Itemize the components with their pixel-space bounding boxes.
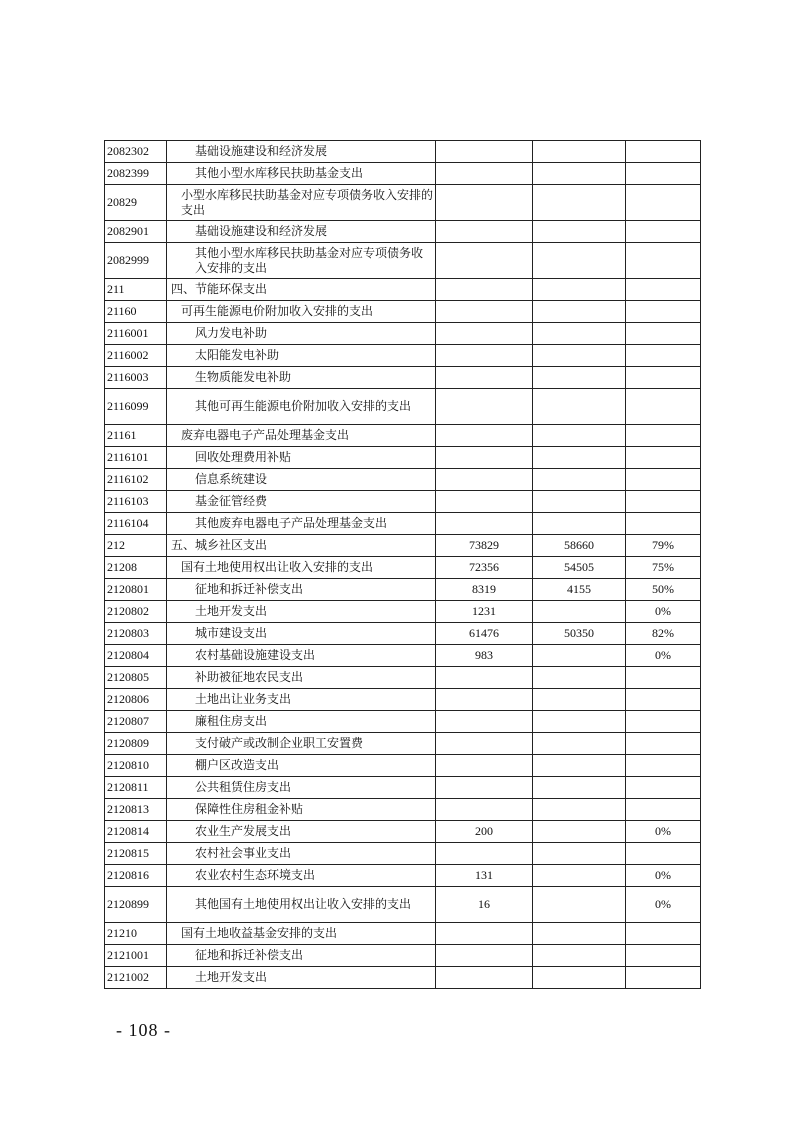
row-completion-percent xyxy=(626,843,701,865)
table-row xyxy=(105,323,701,345)
row-code: 2121001 xyxy=(105,945,167,967)
table-row xyxy=(105,689,701,711)
row-actual-value: 4155 xyxy=(533,579,626,601)
row-completion-percent xyxy=(626,689,701,711)
row-item-name: 公共租赁住房支出 xyxy=(167,777,436,799)
row-code: 212 xyxy=(105,535,167,557)
row-code: 21210 xyxy=(105,923,167,945)
row-code: 2120802 xyxy=(105,601,167,623)
row-code: 2120815 xyxy=(105,843,167,865)
row-actual-value: 58660 xyxy=(533,535,626,557)
row-item-name: 城市建设支出 xyxy=(167,623,436,645)
table-row xyxy=(105,425,701,447)
table-row xyxy=(105,513,701,535)
table-row xyxy=(105,923,701,945)
row-budget-value: 61476 xyxy=(436,623,533,645)
row-item-name: 棚户区改造支出 xyxy=(167,755,436,777)
table-row xyxy=(105,469,701,491)
row-budget-value xyxy=(436,469,533,491)
row-item-name: 补助被征地农民支出 xyxy=(167,667,436,689)
row-completion-percent xyxy=(626,733,701,755)
row-code: 2120811 xyxy=(105,777,167,799)
row-actual-value xyxy=(533,865,626,887)
row-code: 2120801 xyxy=(105,579,167,601)
row-completion-percent: 0% xyxy=(626,601,701,623)
row-code: 20829 xyxy=(105,185,167,221)
row-budget-value xyxy=(436,221,533,243)
row-item-name: 小型水库移民扶助基金对应专项债务收入安排的支出 xyxy=(167,185,436,221)
row-code: 2116003 xyxy=(105,367,167,389)
row-actual-value xyxy=(533,755,626,777)
row-completion-percent xyxy=(626,799,701,821)
row-code: 2082901 xyxy=(105,221,167,243)
row-code: 2116102 xyxy=(105,469,167,491)
row-code: 2116002 xyxy=(105,345,167,367)
table-row xyxy=(105,579,701,601)
row-actual-value xyxy=(533,513,626,535)
row-actual-value xyxy=(533,345,626,367)
table-row xyxy=(105,887,701,923)
row-item-name: 支付破产或改制企业职工安置费 xyxy=(167,733,436,755)
table-row xyxy=(105,243,701,279)
row-actual-value xyxy=(533,243,626,279)
row-completion-percent: 0% xyxy=(626,645,701,667)
row-actual-value xyxy=(533,141,626,163)
row-budget-value xyxy=(436,667,533,689)
table-row xyxy=(105,185,701,221)
row-code: 2120807 xyxy=(105,711,167,733)
row-actual-value xyxy=(533,425,626,447)
row-completion-percent xyxy=(626,923,701,945)
row-actual-value xyxy=(533,711,626,733)
row-budget-value: 16 xyxy=(436,887,533,923)
row-actual-value xyxy=(533,689,626,711)
row-completion-percent xyxy=(626,967,701,989)
table-row xyxy=(105,711,701,733)
table-row xyxy=(105,447,701,469)
row-completion-percent: 82% xyxy=(626,623,701,645)
row-item-name: 土地开发支出 xyxy=(167,967,436,989)
row-budget-value xyxy=(436,777,533,799)
row-completion-percent: 79% xyxy=(626,535,701,557)
row-budget-value xyxy=(436,323,533,345)
row-budget-value xyxy=(436,243,533,279)
row-code: 2116001 xyxy=(105,323,167,345)
row-item-name: 其他国有土地使用权出让收入安排的支出 xyxy=(167,887,436,923)
row-item-name: 其他废弃电器电子产品处理基金支出 xyxy=(167,513,436,535)
table-row xyxy=(105,367,701,389)
row-budget-value: 131 xyxy=(436,865,533,887)
row-item-name: 廉租住房支出 xyxy=(167,711,436,733)
row-code: 2121002 xyxy=(105,967,167,989)
row-code: 2120816 xyxy=(105,865,167,887)
row-completion-percent xyxy=(626,279,701,301)
row-actual-value xyxy=(533,185,626,221)
table-row xyxy=(105,865,701,887)
row-item-name: 基础设施建设和经济发展 xyxy=(167,221,436,243)
row-actual-value xyxy=(533,887,626,923)
row-budget-value: 8319 xyxy=(436,579,533,601)
budget-table-body xyxy=(105,141,701,989)
row-actual-value xyxy=(533,279,626,301)
row-completion-percent xyxy=(626,141,701,163)
row-code: 2120899 xyxy=(105,887,167,923)
row-actual-value xyxy=(533,221,626,243)
row-budget-value xyxy=(436,389,533,425)
row-code: 2120814 xyxy=(105,821,167,843)
row-completion-percent xyxy=(626,447,701,469)
row-item-name: 四、节能环保支出 xyxy=(167,279,436,301)
row-item-name: 其他小型水库移民扶助基金对应专项债务收入安排的支出 xyxy=(167,243,436,279)
row-actual-value xyxy=(533,967,626,989)
row-actual-value xyxy=(533,821,626,843)
row-budget-value xyxy=(436,367,533,389)
row-item-name: 土地出让业务支出 xyxy=(167,689,436,711)
row-code: 21161 xyxy=(105,425,167,447)
row-completion-percent xyxy=(626,301,701,323)
row-actual-value xyxy=(533,645,626,667)
row-completion-percent xyxy=(626,711,701,733)
row-budget-value: 73829 xyxy=(436,535,533,557)
row-completion-percent xyxy=(626,345,701,367)
row-budget-value: 72356 xyxy=(436,557,533,579)
row-code: 21208 xyxy=(105,557,167,579)
row-code: 2120805 xyxy=(105,667,167,689)
row-budget-value xyxy=(436,711,533,733)
table-row xyxy=(105,535,701,557)
table-row xyxy=(105,843,701,865)
row-actual-value xyxy=(533,601,626,623)
table-row xyxy=(105,623,701,645)
row-completion-percent xyxy=(626,945,701,967)
table-row xyxy=(105,557,701,579)
row-actual-value xyxy=(533,491,626,513)
row-completion-percent xyxy=(626,667,701,689)
row-item-name: 农村基础设施建设支出 xyxy=(167,645,436,667)
row-item-name: 其他可再生能源电价附加收入安排的支出 xyxy=(167,389,436,425)
row-completion-percent xyxy=(626,323,701,345)
row-actual-value xyxy=(533,367,626,389)
row-item-name: 基金征管经费 xyxy=(167,491,436,513)
row-item-name: 征地和拆迁补偿支出 xyxy=(167,945,436,967)
row-code: 2116104 xyxy=(105,513,167,535)
row-actual-value xyxy=(533,733,626,755)
row-code: 2082399 xyxy=(105,163,167,185)
row-actual-value xyxy=(533,777,626,799)
row-item-name: 国有土地收益基金安排的支出 xyxy=(167,923,436,945)
table-row xyxy=(105,755,701,777)
row-actual-value xyxy=(533,447,626,469)
row-code: 2120804 xyxy=(105,645,167,667)
row-actual-value xyxy=(533,945,626,967)
row-completion-percent: 50% xyxy=(626,579,701,601)
row-completion-percent xyxy=(626,513,701,535)
row-item-name: 废弃电器电子产品处理基金支出 xyxy=(167,425,436,447)
row-item-name: 可再生能源电价附加收入安排的支出 xyxy=(167,301,436,323)
row-budget-value xyxy=(436,425,533,447)
row-item-name: 信息系统建设 xyxy=(167,469,436,491)
row-budget-value: 1231 xyxy=(436,601,533,623)
row-item-name: 征地和拆迁补偿支出 xyxy=(167,579,436,601)
table-row xyxy=(105,821,701,843)
row-completion-percent: 75% xyxy=(626,557,701,579)
row-code: 2116101 xyxy=(105,447,167,469)
row-completion-percent xyxy=(626,425,701,447)
row-completion-percent xyxy=(626,163,701,185)
row-completion-percent xyxy=(626,243,701,279)
row-budget-value xyxy=(436,967,533,989)
row-item-name: 太阳能发电补助 xyxy=(167,345,436,367)
row-completion-percent: 0% xyxy=(626,865,701,887)
row-actual-value xyxy=(533,389,626,425)
row-item-name: 风力发电补助 xyxy=(167,323,436,345)
row-item-name: 农村社会事业支出 xyxy=(167,843,436,865)
row-actual-value xyxy=(533,301,626,323)
table-row xyxy=(105,667,701,689)
row-completion-percent xyxy=(626,367,701,389)
row-code: 211 xyxy=(105,279,167,301)
row-code: 2120813 xyxy=(105,799,167,821)
row-completion-percent xyxy=(626,777,701,799)
budget-table xyxy=(104,140,701,989)
table-row xyxy=(105,301,701,323)
row-completion-percent: 0% xyxy=(626,887,701,923)
table-row xyxy=(105,491,701,513)
row-budget-value xyxy=(436,301,533,323)
table-row xyxy=(105,601,701,623)
row-code: 2120809 xyxy=(105,733,167,755)
row-actual-value xyxy=(533,843,626,865)
row-code: 2082302 xyxy=(105,141,167,163)
row-item-name: 回收处理费用补贴 xyxy=(167,447,436,469)
table-row xyxy=(105,221,701,243)
table-row xyxy=(105,777,701,799)
table-row xyxy=(105,279,701,301)
row-budget-value xyxy=(436,755,533,777)
row-item-name: 其他小型水库移民扶助基金支出 xyxy=(167,163,436,185)
row-completion-percent xyxy=(626,221,701,243)
row-code: 2116103 xyxy=(105,491,167,513)
row-budget-value xyxy=(436,513,533,535)
row-budget-value xyxy=(436,843,533,865)
page-number: - 108 - xyxy=(116,1020,171,1040)
row-actual-value xyxy=(533,799,626,821)
row-item-name: 国有土地使用权出让收入安排的支出 xyxy=(167,557,436,579)
row-code: 2120810 xyxy=(105,755,167,777)
row-completion-percent xyxy=(626,185,701,221)
row-item-name: 农业生产发展支出 xyxy=(167,821,436,843)
row-actual-value: 54505 xyxy=(533,557,626,579)
row-budget-value xyxy=(436,799,533,821)
row-completion-percent: 0% xyxy=(626,821,701,843)
row-item-name: 五、城乡社区支出 xyxy=(167,535,436,557)
row-budget-value xyxy=(436,689,533,711)
row-budget-value: 200 xyxy=(436,821,533,843)
row-budget-value xyxy=(436,163,533,185)
row-item-name: 保障性住房租金补贴 xyxy=(167,799,436,821)
row-budget-value xyxy=(436,447,533,469)
row-budget-value xyxy=(436,345,533,367)
row-completion-percent xyxy=(626,469,701,491)
row-item-name: 生物质能发电补助 xyxy=(167,367,436,389)
row-code: 2120803 xyxy=(105,623,167,645)
row-budget-value xyxy=(436,923,533,945)
row-item-name: 基础设施建设和经济发展 xyxy=(167,141,436,163)
row-budget-value xyxy=(436,491,533,513)
row-completion-percent xyxy=(626,491,701,513)
table-row xyxy=(105,163,701,185)
row-code: 2082999 xyxy=(105,243,167,279)
table-row xyxy=(105,141,701,163)
table-row xyxy=(105,645,701,667)
row-completion-percent xyxy=(626,755,701,777)
row-code: 21160 xyxy=(105,301,167,323)
row-actual-value xyxy=(533,163,626,185)
table-row xyxy=(105,799,701,821)
row-actual-value xyxy=(533,667,626,689)
row-actual-value xyxy=(533,469,626,491)
table-row xyxy=(105,967,701,989)
row-actual-value: 50350 xyxy=(533,623,626,645)
table-row xyxy=(105,733,701,755)
row-item-name: 农业农村生态环境支出 xyxy=(167,865,436,887)
row-completion-percent xyxy=(626,389,701,425)
row-item-name: 土地开发支出 xyxy=(167,601,436,623)
row-code: 2120806 xyxy=(105,689,167,711)
row-budget-value xyxy=(436,733,533,755)
table-row xyxy=(105,945,701,967)
table-row xyxy=(105,345,701,367)
row-actual-value xyxy=(533,923,626,945)
table-row xyxy=(105,389,701,425)
row-budget-value xyxy=(436,185,533,221)
row-budget-value xyxy=(436,141,533,163)
row-code: 2116099 xyxy=(105,389,167,425)
row-budget-value xyxy=(436,945,533,967)
row-budget-value: 983 xyxy=(436,645,533,667)
row-actual-value xyxy=(533,323,626,345)
row-budget-value xyxy=(436,279,533,301)
